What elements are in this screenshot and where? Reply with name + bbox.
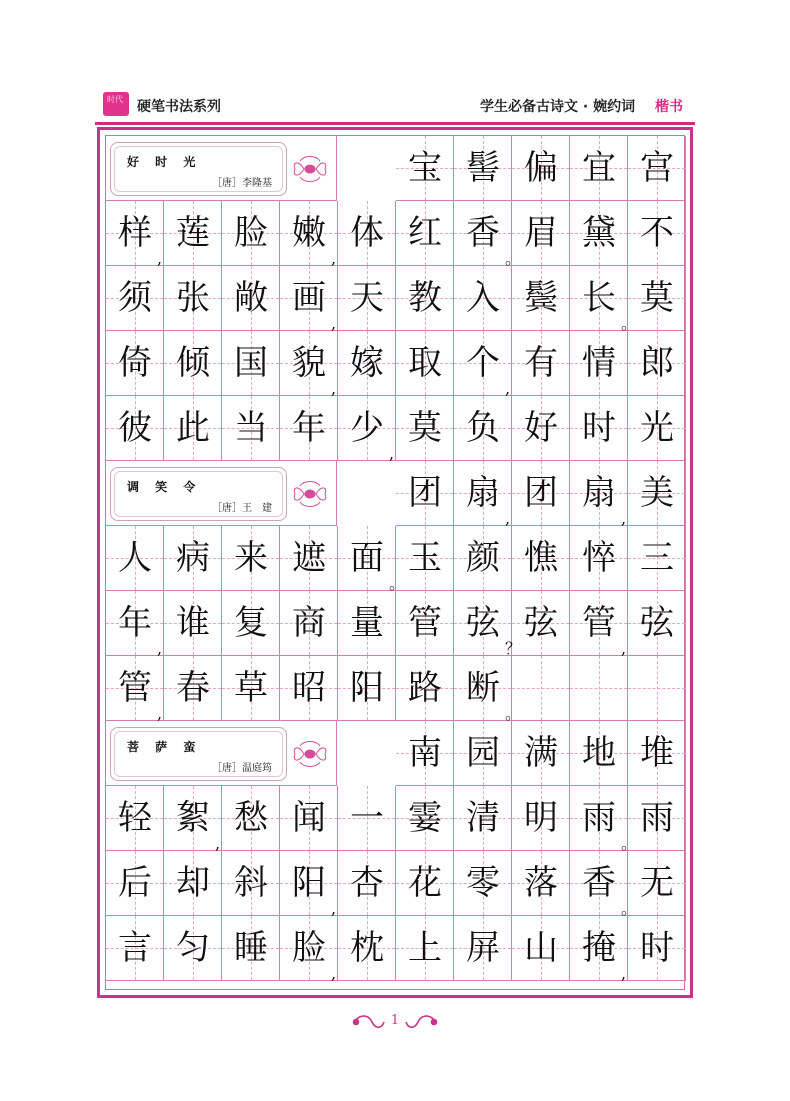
punctuation-mark: , (157, 639, 163, 658)
practice-sheet (97, 127, 693, 998)
poem-title: 好 时 光 (127, 155, 202, 169)
character-cell (454, 526, 512, 591)
practice-character: 团 (408, 473, 442, 513)
practice-character: 轻 (118, 798, 152, 838)
character-cell (338, 591, 396, 656)
character-cell (628, 656, 686, 721)
practice-character: 莫 (408, 408, 442, 448)
practice-character: 香 (582, 863, 616, 903)
practice-character: 掩 (582, 928, 616, 968)
practice-character: 好 (524, 408, 558, 448)
practice-character: 敞 (234, 278, 268, 318)
practice-character: 管 (408, 603, 442, 643)
practice-character: 彼 (118, 408, 152, 448)
practice-character: 量 (350, 603, 384, 643)
poem-author: ［唐］李隆基 (212, 178, 272, 189)
practice-character: 复 (234, 603, 268, 643)
character-cell (106, 591, 164, 656)
character-cell (389, 526, 454, 593)
character-cell (164, 396, 222, 461)
character-cell (454, 591, 512, 656)
character-cell (331, 266, 396, 333)
punctuation-mark: ？ (505, 639, 522, 658)
character-cell (570, 266, 628, 331)
page-footer (350, 1010, 440, 1034)
character-cell (157, 201, 222, 268)
character-cell (454, 851, 512, 916)
character-cell (280, 266, 338, 331)
character-cell (396, 266, 454, 331)
practice-character: 年 (118, 603, 152, 643)
character-cell (338, 396, 396, 461)
practice-character: 黛 (582, 213, 616, 253)
practice-character: 昭 (292, 668, 326, 708)
practice-character: 须 (118, 278, 152, 318)
practice-character: 草 (234, 668, 268, 708)
character-cell (164, 916, 222, 981)
practice-character: 屏 (466, 928, 500, 968)
practice-character: 春 (176, 668, 210, 708)
practice-character: 落 (524, 863, 558, 903)
practice-character: 堆 (640, 733, 674, 773)
practice-character: 霎 (408, 798, 442, 838)
character-cell (570, 786, 628, 851)
practice-character: 光 (640, 408, 674, 448)
character-cell (505, 461, 570, 528)
character-cell (454, 331, 512, 396)
character-cell (570, 526, 628, 591)
practice-character: 阳 (292, 863, 326, 903)
practice-character: 管 (118, 668, 152, 708)
practice-character: 管 (582, 603, 616, 643)
punctuation-mark: , (621, 964, 627, 983)
practice-character: 絮 (176, 798, 210, 838)
practice-character: 偏 (524, 148, 558, 188)
practice-character: 倾 (176, 343, 210, 383)
character-cell (331, 331, 396, 398)
practice-character: 团 (524, 473, 558, 513)
character-cell (215, 786, 280, 853)
practice-character: 眉 (524, 213, 558, 253)
character-cell (512, 851, 570, 916)
practice-character: 负 (466, 408, 500, 448)
punctuation-mark: 。 (621, 314, 638, 333)
poem-title-panel (106, 721, 337, 786)
logo-text: 时代 (107, 95, 123, 104)
practice-character: 当 (234, 408, 268, 448)
character-cell (454, 136, 512, 201)
character-cell (396, 136, 454, 201)
character-cell (621, 916, 686, 983)
character-cell (222, 266, 280, 331)
practice-character: 言 (118, 928, 152, 968)
practice-character: 国 (234, 343, 268, 383)
practice-character: 玉 (408, 538, 442, 578)
practice-character: 宫 (640, 148, 674, 188)
character-cell (157, 591, 222, 658)
character-cell (570, 331, 628, 396)
practice-character: 取 (408, 343, 442, 383)
practice-character: 雨 (582, 798, 616, 838)
practice-character: 莫 (640, 278, 674, 318)
script-style-label: 楷书 (655, 99, 683, 115)
poem-title: 菩 萨 蛮 (127, 740, 202, 754)
grid-area (105, 135, 685, 990)
character-cell (280, 526, 338, 591)
character-cell (396, 201, 454, 266)
character-cell (454, 266, 512, 331)
practice-character: 睡 (234, 928, 268, 968)
practice-character: 长 (582, 278, 616, 318)
practice-character: 商 (292, 603, 326, 643)
character-cell (512, 526, 570, 591)
poem-title-card (110, 727, 287, 781)
character-cell (570, 916, 628, 981)
practice-character: 阳 (350, 668, 384, 708)
character-cell (106, 916, 164, 981)
practice-character: 颜 (466, 538, 500, 578)
practice-character: 嫩 (292, 213, 326, 253)
practice-character: 斜 (234, 863, 268, 903)
practice-character: 郎 (640, 343, 674, 383)
practice-character: 倚 (118, 343, 152, 383)
punctuation-mark: , (505, 509, 511, 528)
practice-character: 雨 (640, 798, 674, 838)
character-cell (331, 851, 396, 918)
practice-character: 香 (466, 213, 500, 253)
character-cell (505, 201, 570, 268)
character-cell (505, 656, 570, 723)
practice-character: 年 (292, 408, 326, 448)
character-cell (570, 591, 628, 656)
punctuation-mark: 。 (505, 704, 522, 723)
character-cell (454, 461, 512, 526)
character-cell (280, 591, 338, 656)
punctuation-mark: , (157, 704, 163, 723)
punctuation-mark: , (157, 249, 163, 268)
character-cell (628, 721, 686, 786)
practice-character: 遮 (292, 538, 326, 578)
practice-character (628, 656, 686, 721)
practice-character: 脸 (292, 928, 326, 968)
character-cell (570, 396, 628, 461)
practice-character: 不 (640, 213, 674, 253)
character-cell (512, 916, 570, 981)
practice-character: 时 (640, 928, 674, 968)
character-cell (621, 786, 686, 853)
character-cell (621, 461, 686, 528)
book-title: 学生必备古诗文 · 婉约词 (480, 99, 636, 115)
character-cell (512, 786, 570, 851)
practice-character: 个 (466, 343, 500, 383)
practice-character: 花 (408, 863, 442, 903)
character-cell (338, 656, 396, 721)
character-cell (222, 916, 280, 981)
character-cell (222, 396, 280, 461)
character-cell (280, 786, 338, 851)
practice-character: 明 (524, 798, 558, 838)
practice-character (570, 656, 628, 721)
character-cell (164, 331, 222, 396)
practice-character: 扇 (466, 473, 500, 513)
character-cell (157, 656, 222, 723)
character-cell (280, 656, 338, 721)
practice-character: 教 (408, 278, 442, 318)
practice-character: 红 (408, 213, 442, 253)
punctuation-mark: , (215, 834, 221, 853)
publisher-logo (103, 92, 129, 116)
character-cell (628, 201, 686, 266)
series-title: 硬笔书法系列 (137, 99, 221, 115)
practice-character: 匀 (176, 928, 210, 968)
character-cell (222, 201, 280, 266)
punctuation-mark: , (331, 249, 337, 268)
practice-character: 情 (582, 343, 616, 383)
character-cell (512, 721, 570, 786)
character-cell (331, 201, 396, 268)
character-cell (628, 396, 686, 461)
poem-title-panel (106, 136, 337, 201)
practice-character: 鬓 (524, 278, 558, 318)
character-cell (454, 201, 512, 266)
character-cell (505, 331, 570, 398)
character-cell (396, 656, 454, 721)
scroll-ornament-icon (290, 151, 330, 187)
practice-character: 扇 (582, 473, 616, 513)
practice-character: 路 (408, 668, 442, 708)
character-cell (280, 331, 338, 396)
practice-character: 园 (466, 733, 500, 773)
practice-character: 三 (640, 538, 674, 578)
page-number: 1 (390, 1013, 400, 1028)
practice-character: 画 (292, 278, 326, 318)
practice-character: 一 (350, 798, 384, 838)
practice-character: 零 (466, 863, 500, 903)
character-cell (106, 331, 164, 396)
practice-character: 人 (118, 538, 152, 578)
character-cell (628, 136, 686, 201)
practice-character: 张 (176, 278, 210, 318)
poem-title-card (110, 467, 287, 521)
practice-character: 样 (118, 213, 152, 253)
character-cell (628, 331, 686, 396)
character-cell (454, 916, 512, 981)
practice-character: 来 (234, 538, 268, 578)
character-cell (454, 396, 512, 461)
character-cell (164, 266, 222, 331)
character-cell (106, 201, 164, 266)
punctuation-mark: , (389, 444, 395, 463)
punctuation-mark: , (505, 379, 511, 398)
practice-character: 无 (640, 863, 674, 903)
character-cell (280, 851, 338, 916)
character-cell (106, 526, 164, 591)
character-cell (331, 916, 396, 983)
practice-character: 弦 (524, 603, 558, 643)
practice-character: 悴 (582, 538, 616, 578)
character-cell (280, 396, 338, 461)
character-cell (222, 656, 280, 721)
practice-character: 上 (408, 928, 442, 968)
punctuation-mark: , (621, 639, 627, 658)
character-cell (454, 721, 512, 786)
practice-character: 宜 (582, 148, 616, 188)
practice-character: 谁 (176, 603, 210, 643)
character-cell (164, 851, 222, 916)
character-cell (454, 656, 512, 721)
character-cell (621, 266, 686, 333)
practice-character: 莲 (176, 213, 210, 253)
character-cell (396, 786, 454, 851)
practice-character: 后 (118, 863, 152, 903)
character-cell (280, 201, 338, 266)
punctuation-mark: , (331, 964, 337, 983)
character-cell (338, 786, 396, 851)
practice-character: 枕 (350, 928, 384, 968)
character-cell (222, 591, 280, 656)
character-cell (628, 526, 686, 591)
character-cell (570, 201, 628, 266)
character-cell (280, 916, 338, 981)
character-cell (396, 461, 454, 526)
practice-character: 杏 (350, 863, 384, 903)
punctuation-mark: , (331, 899, 337, 918)
character-cell (570, 851, 628, 916)
character-cell (512, 136, 570, 201)
practice-character: 弦 (640, 603, 674, 643)
punctuation-mark: , (621, 509, 627, 528)
character-cell (512, 396, 570, 461)
poem-author: ［唐］王 建 (212, 503, 272, 514)
punctuation-mark: 。 (389, 574, 406, 593)
character-cell (106, 396, 164, 461)
practice-character: 貌 (292, 343, 326, 383)
punctuation-mark: 。 (621, 834, 638, 853)
punctuation-mark: , (331, 314, 337, 333)
character-cell (164, 526, 222, 591)
practice-character: 时 (582, 408, 616, 448)
practice-character: 此 (176, 408, 210, 448)
practice-character: 入 (466, 278, 500, 318)
poem-title-panel (106, 461, 337, 526)
character-cell (338, 526, 396, 591)
practice-character: 髻 (466, 148, 500, 188)
practice-character: 病 (176, 538, 210, 578)
practice-character: 清 (466, 798, 500, 838)
practice-character: 山 (524, 928, 558, 968)
scroll-ornament-icon (290, 736, 330, 772)
character-cell (570, 461, 628, 526)
character-cell (570, 721, 628, 786)
practice-character: 闻 (292, 798, 326, 838)
character-cell (389, 396, 454, 463)
character-cell (106, 786, 164, 851)
practice-character: 愁 (234, 798, 268, 838)
character-cell (396, 721, 454, 786)
practice-character: 有 (524, 343, 558, 383)
poem-author: ［唐］温庭筠 (212, 763, 272, 774)
poem-title: 调 笑 令 (127, 480, 202, 494)
character-cell (222, 331, 280, 396)
character-cell (164, 786, 222, 851)
practice-character: 美 (640, 473, 674, 513)
practice-character: 憔 (524, 538, 558, 578)
practice-character: 却 (176, 863, 210, 903)
character-cell (396, 331, 454, 396)
character-cell (512, 266, 570, 331)
punctuation-mark: , (331, 379, 337, 398)
practice-character: 体 (350, 213, 384, 253)
practice-character: 宝 (408, 148, 442, 188)
character-cell (570, 136, 628, 201)
character-cell (396, 591, 454, 656)
character-cell (621, 851, 686, 918)
practice-character: 断 (466, 668, 500, 708)
character-cell (106, 656, 164, 721)
character-cell (570, 656, 628, 721)
header-rule (95, 122, 695, 125)
practice-character: 弦 (466, 603, 500, 643)
scroll-ornament-icon (290, 476, 330, 512)
punctuation-mark: 。 (505, 249, 522, 268)
character-cell (454, 786, 512, 851)
character-cell (106, 851, 164, 916)
practice-character: 面 (350, 538, 384, 578)
practice-character: 天 (350, 278, 384, 318)
practice-character: 脸 (234, 213, 268, 253)
character-cell (396, 916, 454, 981)
punctuation-mark: 。 (621, 899, 638, 918)
practice-character: 南 (408, 733, 442, 773)
character-cell (222, 851, 280, 916)
poem-title-card (110, 142, 287, 196)
practice-character: 少 (350, 408, 384, 448)
character-cell (621, 591, 686, 658)
practice-character: 满 (524, 733, 558, 773)
character-cell (396, 851, 454, 916)
practice-character: 地 (582, 733, 616, 773)
character-cell (106, 266, 164, 331)
character-cell (505, 591, 570, 658)
character-cell (222, 526, 280, 591)
practice-character: 嫁 (350, 343, 384, 383)
